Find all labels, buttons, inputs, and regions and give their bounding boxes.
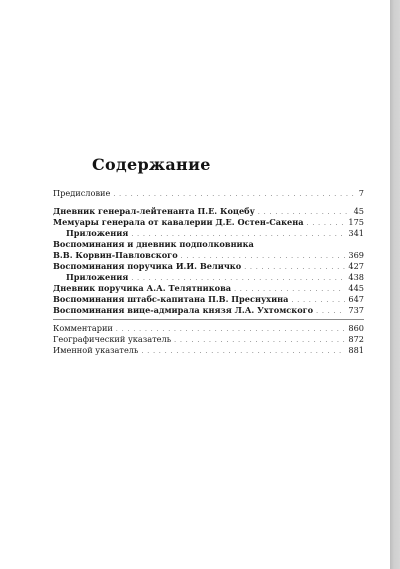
toc-entry-label: В.В. Корвин-Павловского: [53, 249, 178, 260]
toc-entry-page: 860: [348, 322, 364, 333]
toc-entry-label: Географический указатель: [53, 333, 172, 344]
toc-entry-label: Дневник поручика А.А. Телятникова: [53, 283, 232, 294]
toc-entry-commentary[interactable]: [53, 323, 364, 334]
toc-entry-label: Приложения: [66, 272, 129, 283]
toc-entry-korvin-heading[interactable]: [53, 239, 364, 250]
toc-entry-page: 737: [348, 305, 364, 316]
toc-entry-page: 427: [348, 261, 364, 272]
toc-entry-appendices-2[interactable]: [53, 272, 364, 283]
toc-entry-appendices-1[interactable]: [53, 228, 364, 239]
toc-entry-page: 341: [348, 227, 364, 238]
dot-leader: [113, 189, 355, 200]
toc-entry-geographic-index[interactable]: [53, 334, 364, 345]
toc-entry-velichko-memoirs[interactable]: [53, 261, 364, 272]
toc-entry-preface[interactable]: [53, 188, 364, 199]
toc-entry-page: 647: [348, 294, 364, 305]
toc-entry-label: Воспоминания и дневник подполковника: [53, 238, 254, 249]
toc-entry-label: Именной указатель: [53, 344, 139, 355]
dot-leader: [307, 218, 346, 229]
toc-entry-telyatnikov-diary[interactable]: [53, 283, 364, 294]
toc-entry-label: Мемуары генерала от кавалерии Д.Е. Остен-Сакена: [53, 216, 304, 227]
table-of-contents: [53, 188, 364, 356]
toc-entry-page: 7: [358, 188, 364, 198]
toc-entry-name-index[interactable]: [53, 345, 364, 356]
toc-entry-label: Воспоминания штабс-капитана П.В. Преснухина: [53, 294, 289, 305]
section-divider: [53, 319, 364, 320]
toc-entry-presnukhin-memoirs[interactable]: [53, 294, 364, 305]
dot-leader: [316, 306, 345, 317]
toc-entry-page: 881: [348, 344, 364, 355]
toc-entry-kotsebu-diary[interactable]: [53, 206, 364, 217]
toc-entry-label: Комментарии: [53, 322, 113, 333]
toc-entry-page: 438: [348, 272, 364, 283]
toc-entry-page: 175: [348, 216, 364, 227]
toc-entry-page: 445: [348, 283, 364, 294]
toc-entry-label: Воспоминания вице-адмирала князя Л.А. Ухтомского: [53, 305, 314, 316]
page-edge-shadow: [390, 0, 400, 569]
toc-entry-label: Предисловие: [53, 188, 111, 198]
toc-entry-ukhtomsky-memoirs[interactable]: [53, 305, 364, 316]
dot-leader: [174, 335, 345, 346]
dot-leader: [244, 262, 345, 273]
dot-leader: [141, 346, 345, 357]
toc-entry-label: Дневник генерал-лейтенанта П.Е. Коцебу: [53, 205, 255, 216]
page-title: Содержание: [92, 155, 211, 174]
toc-entry-page: 45: [353, 205, 364, 216]
toc-entry-osten-saken-memoirs[interactable]: [53, 217, 364, 228]
toc-entry-korvin-pavlovsky[interactable]: [53, 250, 364, 261]
toc-entry-label: Приложения: [66, 227, 129, 238]
toc-entry-page: 369: [348, 249, 364, 260]
toc-entry-page: 872: [348, 333, 364, 344]
toc-entry-label: Воспоминания поручика И.И. Величко: [53, 261, 242, 272]
